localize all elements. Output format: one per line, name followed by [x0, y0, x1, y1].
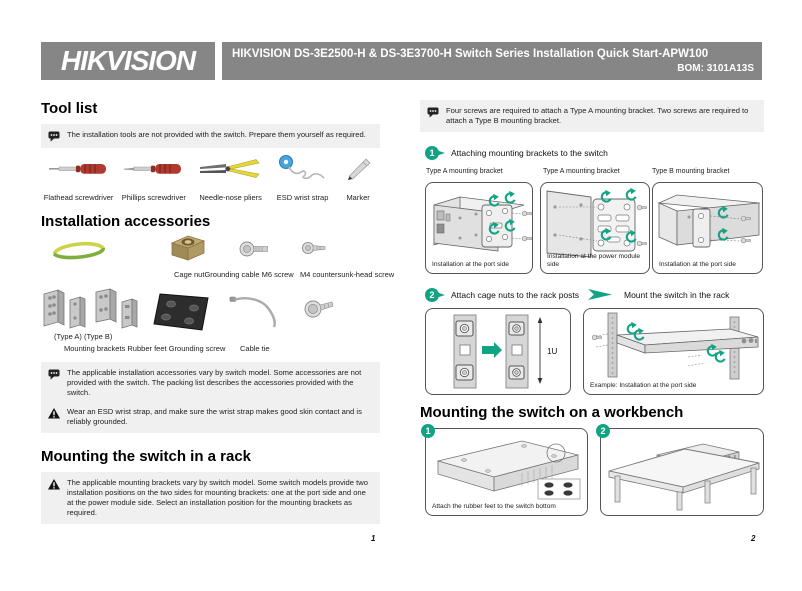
rack-mounting-heading: Mounting the switch in a rack	[41, 448, 252, 465]
document-title: HIKVISION DS-3E2500-H & DS-3E3700-H Switch Series Installation Quick Start-APW100	[232, 48, 709, 60]
tools-note	[41, 124, 380, 148]
tool-flathead-screwdriver	[41, 154, 116, 202]
step-1	[425, 146, 608, 160]
bom-number: BOM: 3101A13S	[677, 63, 754, 74]
accessory-labels-row2	[64, 344, 225, 353]
cage-nut-label: Cage nut	[174, 270, 205, 279]
tool-marker	[335, 154, 381, 202]
document-title-bar	[222, 42, 762, 80]
cage-nut-icon	[168, 232, 208, 264]
page-number-2: 2	[751, 534, 756, 543]
hikvision-logo: HIKVISION	[41, 42, 215, 80]
tool-list	[41, 154, 381, 202]
step-1-badge: 1	[425, 146, 439, 160]
bracket-type-label: (Type A) (Type B)	[54, 332, 113, 341]
panel-1-caption: Installation at the port side	[432, 261, 509, 268]
accessories-note-text: The applicable installation accessories vary by switch model. Some accessories are not provided with the switch. The packing list describes the accessories provided with the switch.	[67, 368, 362, 397]
panel-2-title: Type A mounting bracket	[543, 168, 620, 175]
rack-warning	[41, 472, 380, 524]
bracket-panel-power-module-side	[540, 182, 650, 274]
m6-screw-icon	[238, 238, 272, 260]
note-icon	[427, 107, 439, 118]
note-icon	[48, 369, 60, 380]
workbench-step-1-badge-wrap	[421, 424, 435, 438]
workbench-step-1-badge: 1	[421, 424, 435, 438]
type-a-port-side-diagram	[426, 183, 532, 261]
esd-warning	[41, 401, 380, 433]
workbench-panel-1-caption: Attach the rubber feet to the switch bottom	[432, 503, 556, 510]
rack-warning-text: The applicable mounting brackets vary by switch model. Some switch models provide two installation positions on the two sides for mounting brackets: one at the port side and one at the power module side. Select an installation position for the mounting brackets as required.	[67, 478, 368, 517]
step-2	[425, 288, 579, 302]
tool-label: Phillips screwdriver	[121, 193, 186, 202]
flathead-screwdriver-icon	[47, 154, 111, 184]
tool-label: Marker	[346, 193, 370, 202]
needle-nose-pliers-icon	[198, 154, 264, 184]
tool-list-heading: Tool list	[41, 100, 98, 117]
warning-icon	[48, 479, 60, 490]
panel-1-title: Type A mounting bracket	[426, 168, 503, 175]
note-icon	[48, 131, 60, 142]
tool-esd-wrist-strap	[270, 154, 335, 202]
screws-note-text: Four screws are required to attach a Type A mounting bracket. Two screws are required to attach a Type B mounting bracket.	[446, 106, 749, 125]
tools-note-text: The installation tools are not provided with the switch. Prepare them yourself as required.	[67, 130, 366, 139]
switch-on-workbench-diagram	[601, 429, 763, 513]
marker-icon	[338, 154, 378, 184]
tool-needle-nose-pliers	[191, 154, 269, 202]
grounding-screw-icon	[302, 294, 336, 324]
m4-countersunk-screw-icon	[300, 238, 330, 258]
phillips-screwdriver-icon	[122, 154, 186, 184]
cage-nut-diagram	[426, 309, 570, 394]
tool-phillips-screwdriver	[116, 154, 191, 202]
rubber-feet-label: Rubber feet	[127, 344, 167, 353]
rack-example-caption: Example: Installation at the port side	[590, 382, 697, 389]
panel-3-title: Type B mounting bracket	[652, 168, 730, 175]
workbench-step-2-badge: 2	[596, 424, 610, 438]
cage-nut-panel	[425, 308, 571, 395]
cable-tie-label: Cable tie	[240, 344, 270, 353]
workbench-panel-1	[425, 428, 588, 516]
grounding-screw-label: Grounding screw	[168, 344, 226, 353]
panel-2-caption: Installation at the power module side	[547, 253, 641, 268]
workbench-heading: Mounting the switch on a workbench	[420, 404, 684, 421]
bracket-panel-type-b	[652, 182, 763, 274]
rack-unit-label: 1U	[547, 347, 558, 356]
installation-accessories-heading: Installation accessories	[41, 213, 211, 230]
rubber-feet-attach-diagram	[426, 429, 587, 501]
esd-wrist-strap-icon	[274, 154, 332, 184]
workbench-step-2-badge-wrap	[596, 424, 610, 438]
rubber-feet-icon	[152, 290, 214, 334]
accessories-note	[41, 362, 380, 404]
tool-label: Needle-nose pliers	[199, 193, 262, 202]
rack-mount-diagram	[584, 309, 763, 381]
green-arrow-icon	[588, 288, 612, 301]
page-number-1: 1	[371, 534, 376, 543]
rack-mount-panel	[583, 308, 764, 395]
tool-label: ESD wrist strap	[276, 193, 329, 202]
warning-icon	[48, 408, 60, 419]
cable-tie-icon	[228, 292, 284, 332]
step-mount-in-rack	[588, 288, 729, 301]
tool-label: Flathead screwdriver	[43, 193, 114, 202]
accessory-labels-row1	[174, 270, 394, 279]
panel-3-caption: Installation at the port side	[659, 261, 736, 268]
m6-screw-label: M6 screw	[261, 270, 294, 279]
type-b-port-side-diagram	[653, 183, 762, 261]
grounding-cable-label: Grounding cable	[204, 270, 260, 279]
mounting-brackets-icon	[42, 288, 148, 332]
esd-warning-text: Wear an ESD wrist strap, and make sure the wrist strap makes good skin contact and is reliably grounded.	[67, 407, 362, 426]
mounting-brackets-label: Mounting brackets	[64, 344, 126, 353]
step-2-badge: 2	[425, 288, 439, 302]
step-1-label: Attaching mounting brackets to the switch	[451, 148, 608, 158]
m4-screw-label: M4 countersunk-head screw	[299, 270, 395, 279]
screws-note	[420, 100, 764, 132]
workbench-panel-2	[600, 428, 764, 516]
mount-in-rack-label: Mount the switch in the rack	[624, 289, 730, 300]
step-2-label: Attach cage nuts to the rack posts	[451, 290, 580, 300]
type-a-power-module-side-diagram	[541, 183, 649, 259]
bracket-panel-port-side	[425, 182, 533, 274]
grounding-cable-icon	[48, 236, 110, 266]
